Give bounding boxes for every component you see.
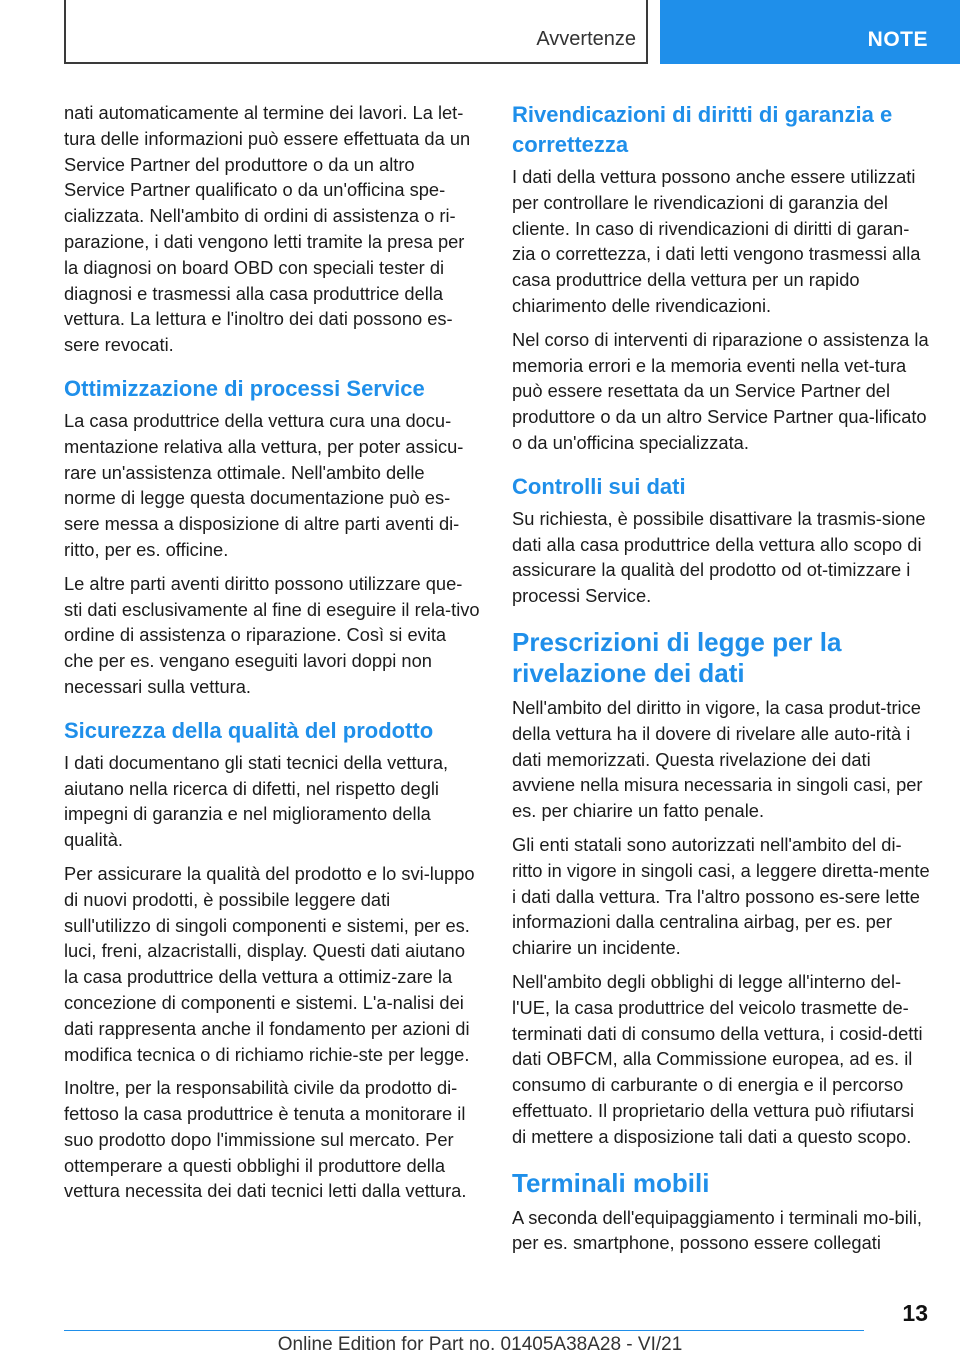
paragraph: Nel corso di interventi di riparazione o assistenza la memoria errori e la memoria eventi nella vet-tura può essere resettata da un Service Partner del produttore o da un altro Service Partner qua-lificato o da un'officina specializzata. (512, 328, 929, 453)
paragraph: Su richiesta, è possibile disattivare la trasmis-sione dati alla casa produttrice della vettura allo scopo di assicurare la qualità del prodotto od ot-timizzare i processi Service. (512, 507, 926, 607)
paragraph: Nell'ambito del diritto in vigore, la casa produt-trice della vettura ha il dovere di rivelare alle auto-rità i dati memorizzati. Questa rivelazione dei dati avviene nella misura necessaria in singoli casi, per es. per chiarire un fatto penale. (512, 696, 923, 822)
edition-footer[interactable]: Online Edition for Part no. 01405A38A28 - VI/21 (277, 1334, 683, 1355)
paragraph: A seconda dell'equipaggiamento i terminali mo-bili, per es. smartphone, possono essere collegati (512, 1206, 922, 1254)
right-column (512, 100, 930, 1264)
page-number: 13 (902, 1300, 928, 1326)
footer-divider (64, 1330, 864, 1331)
left-column (64, 100, 480, 1212)
paragraph: Nell'ambito degli obblighi di legge all'interno del-l'UE, la casa produttrice del veicolo trasmette de-terminati dati di consumo della vettura, i cosid-detti dati OBFCM, alla Commissione europea, ad es. il consumo di carburante o di energia e il percorso effettuato. Il proprietario della vettura può rifiutarsi di mettere a disposizione tali dati a questo scopo. (512, 970, 923, 1147)
paragraph: I dati documentano gli stati tecnici della vettura, aiutano nella ricerca di difetti, nel rispetto degli impegni di garanzia e nel miglioramento della qualità. (64, 751, 449, 851)
paragraph: nati automaticamente al termine dei lavori. La let-tura delle informazioni può essere effettuata da un Service Partner del produttore o da un altro Service Partner qualificato o da un'officina spe-cializzata. Nell'ambito di ordini di assistenza o ri-parazione, i dati vengono letti tramite la presa per la diagnosi on board OBD con speciali tester di diagnosi e trasmessi alla casa produttrice della vettura. La lettura e l'inoltro dei dati possono es-sere revocati. (64, 102, 471, 356)
section-heading: Rivendicazioni di diritti di garanzia e correttezza (512, 102, 893, 157)
section-heading: Sicurezza della qualità del prodotto (64, 717, 434, 743)
paragraph: I dati della vettura possono anche essere utilizzati per controllare le rivendicazioni di garanzia del cliente. In caso di rivendicazioni di diritti di garan-zia o correttezza, i dati letti vengono trasmessi alla casa produttrice della vettura per un rapido chiarimento delle rivendicazioni. (512, 166, 921, 316)
section-title: Avvertenze (536, 28, 636, 50)
section-heading: Controlli sui dati (512, 473, 686, 499)
chapter-heading: Terminali mobili (512, 1167, 710, 1198)
paragraph: Gli enti statali sono autorizzati nell'ambito del di-ritto in vigore in singoli casi, a leggere diretta-mente i dati dalla vettura. Tra l'altro possono es-sere lette informazioni dalla centralina airbag, per es. per chiarire un incidente. (512, 833, 930, 959)
chapter-tab[interactable] (660, 0, 960, 64)
paragraph: Inoltre, per la responsabilità civile da prodotto di-fettoso la casa produttrice è tenuta a monitorare il suo prodotto dopo l'immissione sul mercato. Per ottemperare a questi obblighi il produttore della vettura necessita dei dati tecnici letti dalla vettura. (64, 1077, 467, 1202)
chapter-tab-label: NOTE (867, 28, 928, 51)
paragraph: La casa produttrice della vettura cura una docu-mentazione relativa alla vettura, per poter assicu-rare un'assistenza ottimale. Nell'ambito delle norme di legge questa documentazione può es-sere messa a disposizione di altre parti aventi di-ritto, per es. officine. (64, 409, 464, 560)
paragraph: Le altre parti aventi diritto possono utilizzare que-sti dati esclusivamente al fine di eseguire il rela-tivo ordine di assistenza o riparazione. Così si evita che per es. vengano eseguiti lavori doppi non necessari sulla vettura. (64, 572, 480, 697)
chapter-heading: Prescrizioni di legge per la rivelazione dei dati (512, 626, 842, 688)
section-heading: Ottimizzazione di processi Service (64, 375, 425, 401)
header-section-box (64, 0, 648, 64)
paragraph: Per assicurare la qualità del prodotto e lo svi-luppo di nuovi prodotti, è possibile leggere dati sull'utilizzo di singoli componenti e sistemi, per es. luci, freni, alzacristalli, display. Questi dati aiutano la casa produttrice della vettura a ottimiz-zare la concezione di componenti e sistemi. L'a-nalisi dei dati rappresenta anche il fondamento per azioni di modifica tecnica o di richiamo richie-ste per legge. (64, 862, 475, 1065)
